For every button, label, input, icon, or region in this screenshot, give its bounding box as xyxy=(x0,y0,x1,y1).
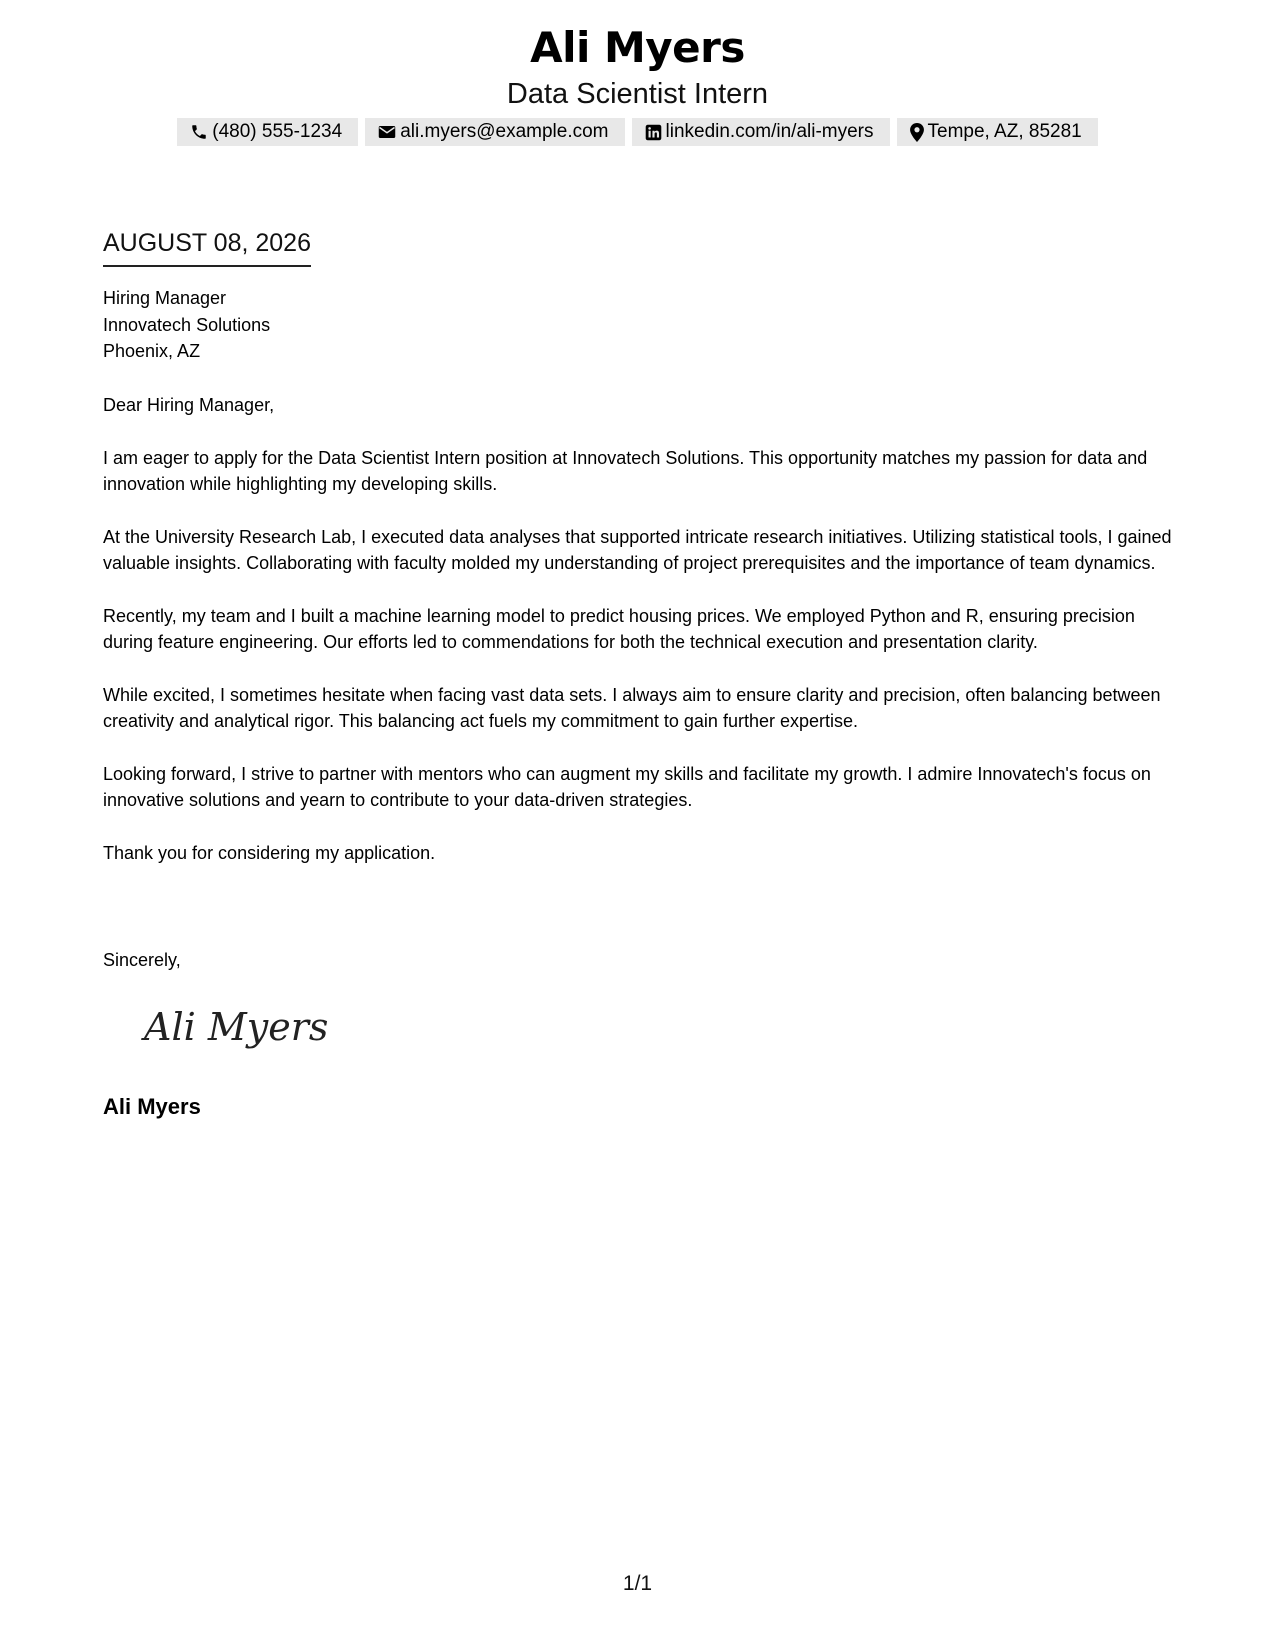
contact-email xyxy=(365,118,624,146)
location-text: Tempe, AZ, 85281 xyxy=(927,121,1082,142)
linkedin-text: linkedin.com/in/ali-myers xyxy=(665,121,874,142)
contact-location xyxy=(897,118,1098,146)
body-paragraph: Thank you for considering my application. xyxy=(103,842,436,863)
signer-name: Ali Myers xyxy=(103,1094,201,1119)
applicant-title: Data Scientist Intern xyxy=(506,78,769,110)
recipient-block xyxy=(103,285,270,365)
envelope-icon xyxy=(378,124,396,140)
closing: Sincerely, xyxy=(103,950,181,970)
page-number: 1/1 xyxy=(622,1572,653,1595)
map-pin-icon xyxy=(910,123,924,142)
applicant-name: Ali Myers xyxy=(530,23,745,72)
letter-body xyxy=(103,392,1178,892)
linkedin-icon xyxy=(645,124,662,141)
recipient-company: Innovatech Solutions xyxy=(103,314,271,335)
signature-glyphs: Ali Myers xyxy=(144,1005,329,1049)
handwritten-signature xyxy=(140,998,330,1063)
phone-icon xyxy=(190,123,208,141)
phone-text: (480) 555-1234 xyxy=(212,121,343,142)
recipient-line: Hiring Manager xyxy=(103,288,227,308)
letter-header xyxy=(0,20,1275,146)
contact-phone xyxy=(177,118,358,146)
recipient-location: Phoenix, AZ xyxy=(103,341,201,361)
letter-date: AUGUST 08, 2026 xyxy=(103,224,311,267)
salutation: Dear Hiring Manager, xyxy=(103,395,275,415)
email-text: ali.myers@example.com xyxy=(400,121,609,142)
contact-bar xyxy=(0,118,1275,146)
body-paragraph: While excited, I sometimes hesitate when facing vast data sets. I always aim to ensure clarity and precision, often balancing between creativity and analytical rigor. This balancing act fuels my commitment to gain further expertise. xyxy=(103,684,1161,731)
body-paragraph: At the University Research Lab, I executed data analyses that supported intricate research initiatives. Utilizing statistical tools, I gained valuable insights. Collaborating with faculty molded my understanding of project prerequisites and the importance of team dynamics. xyxy=(103,526,1172,573)
body-paragraph: Looking forward, I strive to partner with mentors who can augment my skills and facilitate my growth. I admire Innovatech's focus on innovative solutions and yearn to contribute to your data-driven strategies. xyxy=(103,763,1151,810)
body-paragraph: I am eager to apply for the Data Scientist Intern position at Innovatech Solutions. This opportunity matches my passion for data and innovation while highlighting my developing skills. xyxy=(103,447,1148,494)
contact-linkedin xyxy=(632,118,890,146)
body-paragraph: Recently, my team and I built a machine learning model to predict housing prices. We employed Python and R, ensuring precision during feature engineering. Our efforts led to commendations for both the technical execution and presentation clarity. xyxy=(103,605,1135,652)
